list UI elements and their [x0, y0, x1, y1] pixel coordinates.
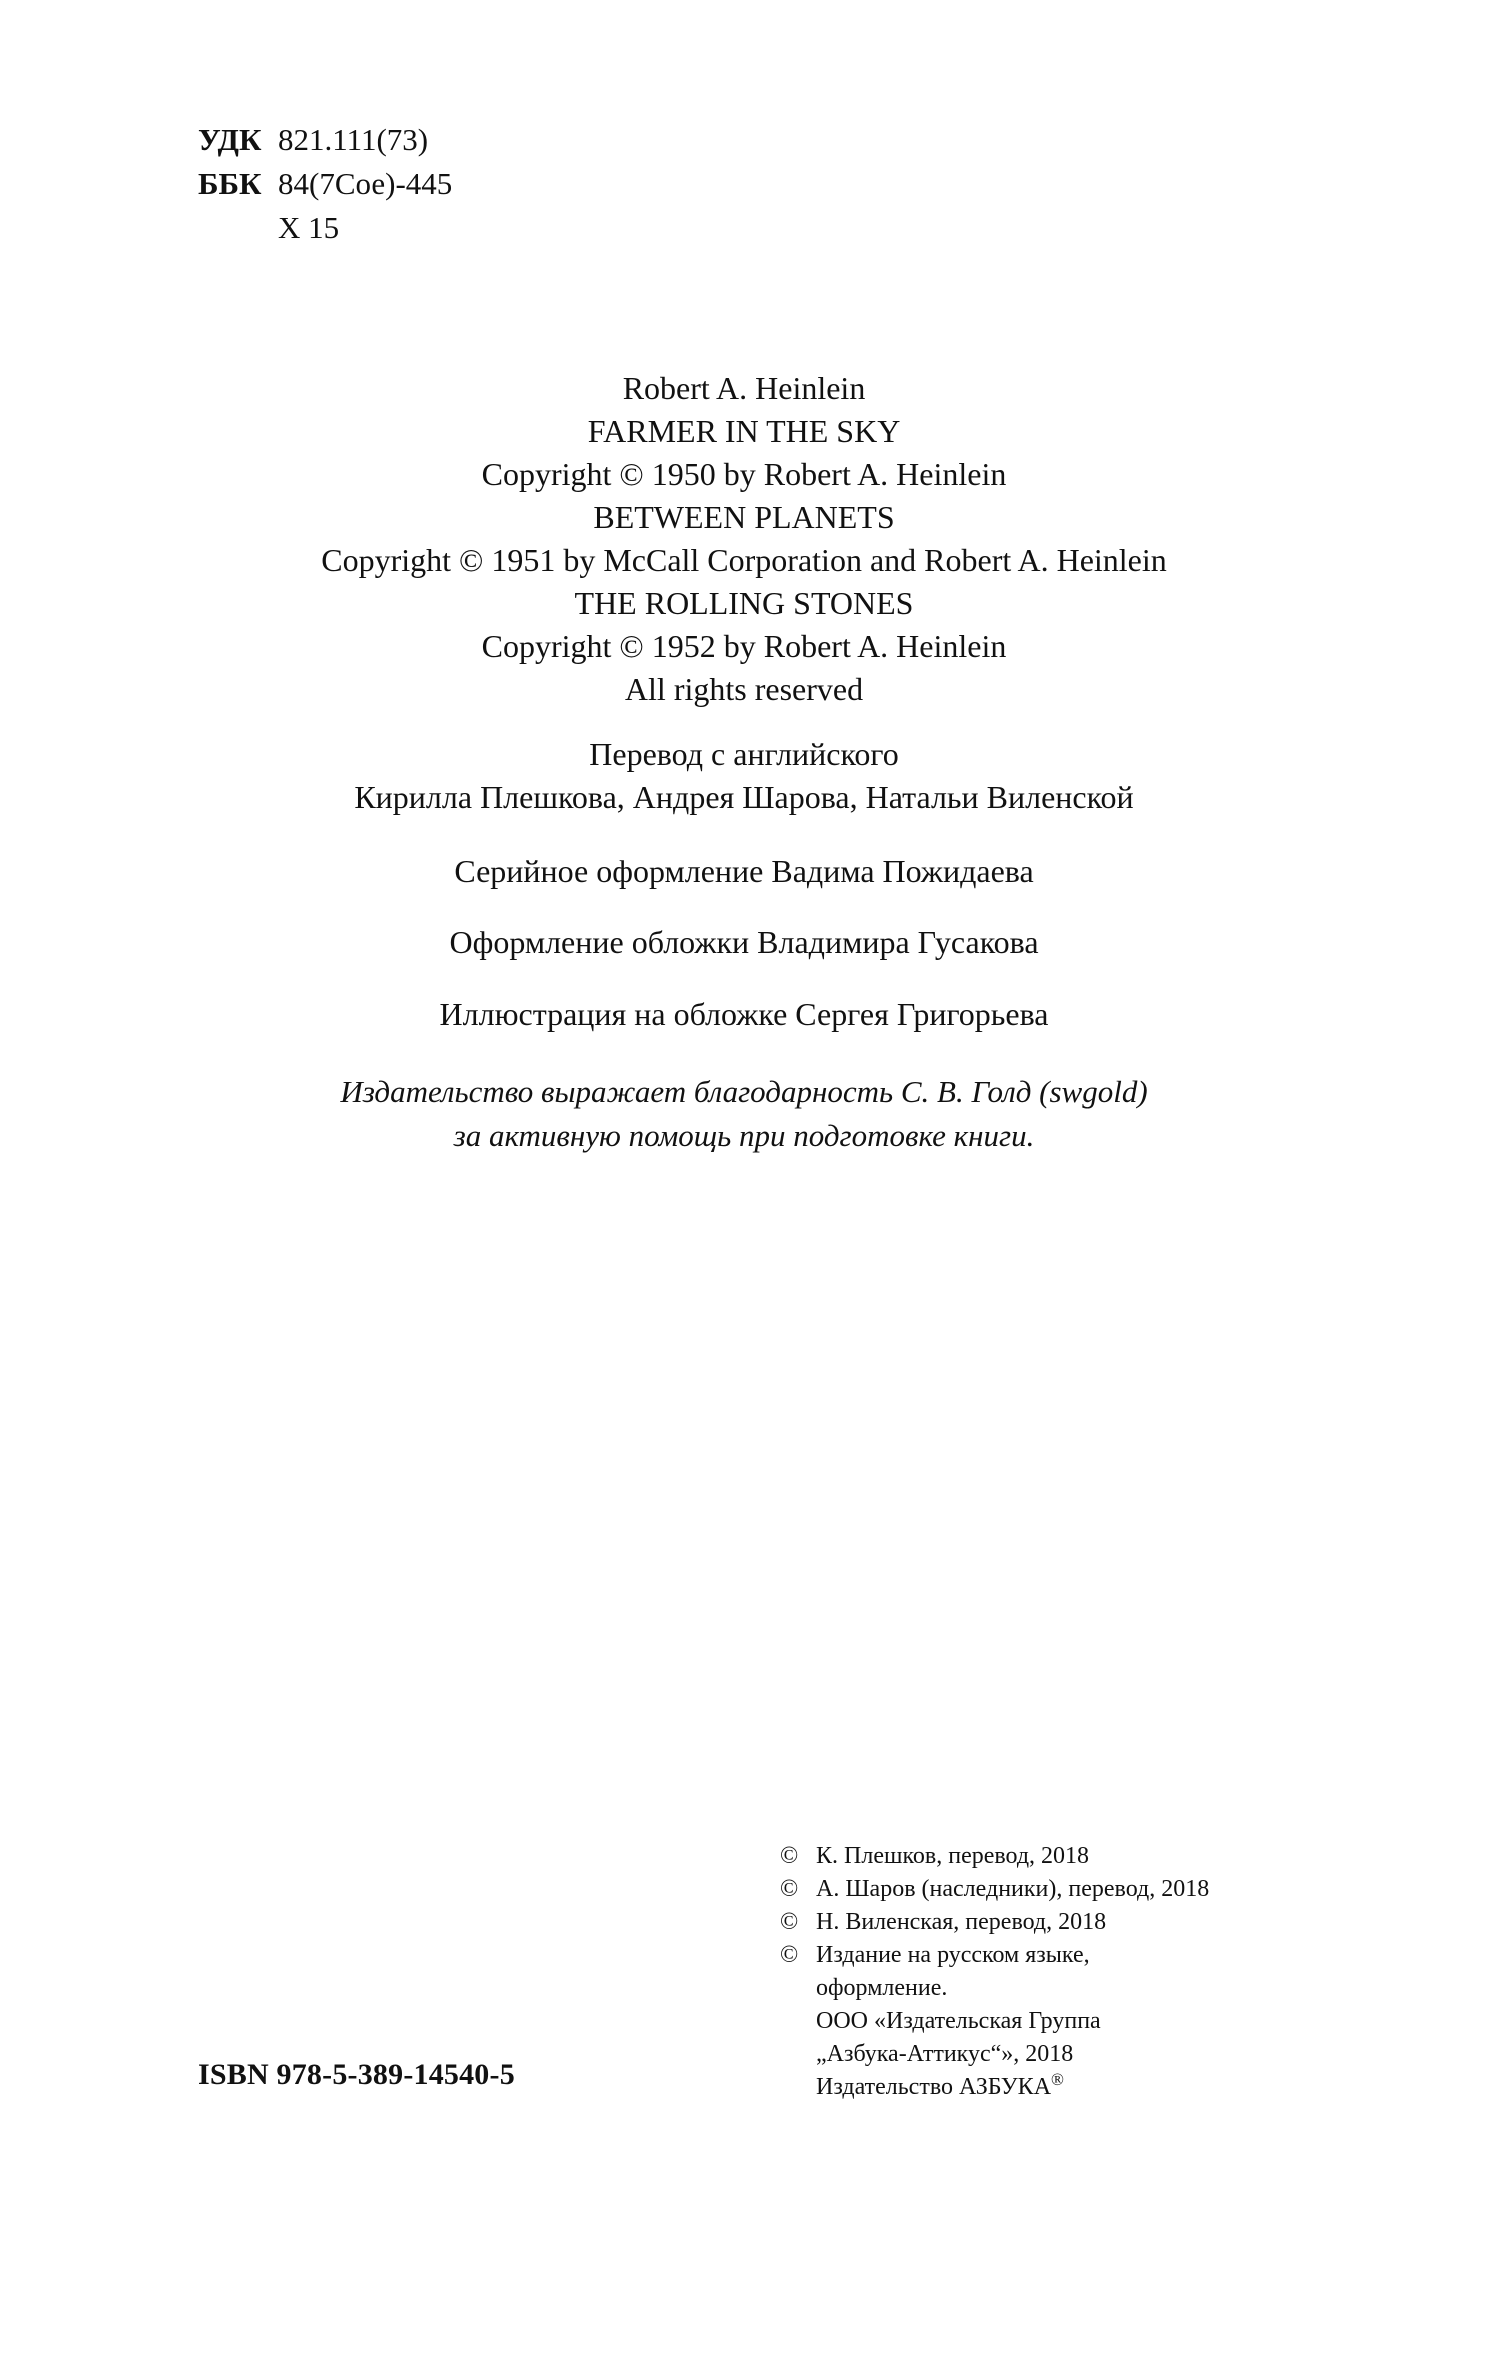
translation-block [0, 733, 1488, 819]
cover-design-credit: Оформление обложки Владимира Гусакова [449, 924, 1039, 960]
original-copyright-block [0, 367, 1488, 711]
rights-item [780, 1906, 1209, 1939]
classification-block [198, 118, 452, 250]
acknowledgement-line-1: Издательство выражает благодарность С. В. Голд (swgold) [340, 1074, 1148, 1109]
rights-continuation: ООО «Издательская Группа [816, 2008, 1101, 2034]
book-title-3: THE ROLLING STONES [574, 585, 914, 621]
publisher-line [780, 2071, 1209, 2104]
rights-item [780, 1840, 1209, 1873]
rights-text: Н. Виленская, перевод, 2018 [816, 1909, 1107, 1935]
copyright-mark: © [780, 1876, 799, 1902]
bbk-row [198, 162, 452, 206]
udk-row [198, 118, 452, 162]
rights-text: А. Шаров (наследники), перевод, 2018 [816, 1876, 1210, 1902]
acknowledgement [0, 1070, 1488, 1158]
translators: Кирилла Плешкова, Андрея Шарова, Натальи Виленской [354, 779, 1134, 815]
acknowledgement-line-2: за активную помощь при подготовке книги. [453, 1118, 1035, 1153]
copyright-mark: © [780, 1942, 799, 1968]
copyright-line-3: Copyright © 1952 by Robert A. Heinlein [481, 628, 1007, 664]
registered-mark: ® [1051, 2070, 1064, 2089]
copyright-line-1: Copyright © 1950 by Robert A. Heinlein [481, 456, 1007, 492]
udk-value: 821.111(73) [278, 122, 429, 157]
rights-text: К. Плешков, перевод, 2018 [816, 1843, 1090, 1869]
book-title-1: FARMER IN THE SKY [587, 413, 901, 449]
author-mark-row [198, 206, 452, 250]
rights-item [780, 1939, 1209, 1972]
bbk-label: ББК [198, 166, 262, 201]
cover-illustration-credit: Иллюстрация на обложке Сергея Григорьева [439, 996, 1049, 1032]
rights-continuation: „Азбука-Аттикус“», 2018 [816, 2041, 1074, 2067]
translation-heading: Перевод с английского [589, 736, 899, 772]
book-title-2: BETWEEN PLANETS [593, 499, 895, 535]
series-design-credit: Серийное оформление Вадима Пожидаева [454, 853, 1034, 889]
copyright-mark: © [780, 1909, 799, 1935]
copyright-line-2: Copyright © 1951 by McCall Corporation and Robert A. Heinlein [321, 542, 1167, 578]
publisher-name: Издательство АЗБУКА [816, 2074, 1052, 2100]
rights-item [780, 1873, 1209, 1906]
isbn: ISBN 978-5-389-14540-5 [198, 2058, 515, 2091]
rights-block [780, 1840, 1209, 2104]
bbk-value: 84(7Сое)-445 [278, 166, 453, 201]
udk-label: УДК [198, 122, 262, 157]
copyright-mark: © [780, 1843, 799, 1869]
rights-text: Издание на русском языке, [816, 1942, 1090, 1968]
rights-reserved: All rights reserved [624, 671, 864, 707]
author-name: Robert A. Heinlein [622, 370, 866, 406]
author-mark-value: Х 15 [278, 210, 340, 245]
rights-continuation: оформление. [816, 1975, 948, 2001]
author-mark-label [198, 206, 278, 250]
